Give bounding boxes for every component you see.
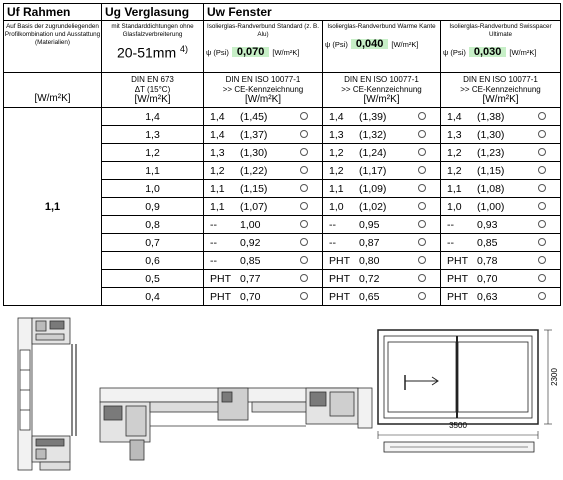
uw-value-cell (441, 234, 561, 252)
circle-marker-icon (300, 130, 308, 138)
uw-rounded: -- (329, 218, 336, 231)
circle-marker-icon (418, 184, 426, 192)
uw-value-cell (441, 270, 561, 288)
uw-exact: 0,95 (359, 218, 380, 231)
uw-exact: (1,38) (477, 110, 505, 123)
uw-value-cell (441, 288, 561, 306)
uw-exact: 0,85 (477, 236, 498, 249)
ug-value: 0,7 (102, 234, 204, 252)
header-uf: Uf Rahmen (4, 4, 102, 21)
ug-value: 1,4 (102, 108, 204, 126)
circle-marker-icon (538, 238, 546, 246)
ug-value: 0,8 (102, 216, 204, 234)
uw-rounded: -- (329, 236, 336, 249)
height-dimension: 2300 (550, 368, 559, 386)
circle-marker-icon (418, 148, 426, 156)
psi-value-swisspacer: 0,030 (469, 47, 507, 57)
uw-value-cell (441, 216, 561, 234)
uw-exact: 0,70 (477, 272, 498, 285)
uw-exact: (1,08) (477, 182, 505, 195)
uw-value-cell (323, 144, 441, 162)
uw-rounded: 1,1 (329, 182, 344, 195)
circle-marker-icon (300, 220, 308, 228)
uw-exact: 1,00 (240, 218, 261, 231)
ug-footnote: 4) (180, 44, 189, 54)
uw-exact: 0,77 (240, 272, 261, 285)
uw-value-cell (323, 288, 441, 306)
uw-value-cell (323, 216, 441, 234)
uw-rounded: 1,1 (447, 182, 462, 195)
ug-value: 1,2 (102, 144, 204, 162)
spacer-standard-cell (204, 21, 323, 73)
uw-exact: 0,92 (240, 236, 261, 249)
uw-rounded: 1,2 (447, 146, 462, 159)
ug-value: 0,4 (102, 288, 204, 306)
uw-rounded: PHT (447, 272, 468, 285)
circle-marker-icon (418, 238, 426, 246)
uw-exact: (1,22) (240, 164, 268, 177)
uw-value-cell (441, 126, 561, 144)
spacer-swisspacer-psi: ψ (Psi) 0,030 [W/m²K] (443, 46, 537, 58)
psi-value-standard: 0,070 (232, 47, 270, 57)
uw-rounded: 1,4 (210, 110, 225, 123)
window-drawings (0, 310, 563, 480)
circle-marker-icon (418, 166, 426, 174)
uw-norm-standard: DIN EN ISO 10077-1 >> CE-Kennzeichnung [W/m²K] (204, 73, 323, 108)
header-ug: Ug Verglasung (102, 4, 204, 21)
uw-exact: 0,78 (477, 254, 498, 267)
uw-value-cell (204, 108, 323, 126)
uf-unit: [W/m²K] (4, 73, 102, 108)
uw-value-cell (441, 180, 561, 198)
circle-marker-icon (418, 112, 426, 120)
uw-value-cell (323, 270, 441, 288)
uw-rounded: PHT (210, 272, 231, 285)
uw-value-cell (323, 162, 441, 180)
circle-marker-icon (300, 166, 308, 174)
psi-value-warm-edge: 0,040 (351, 39, 389, 49)
circle-marker-icon (300, 202, 308, 210)
uw-rounded: 1,2 (210, 164, 225, 177)
uw-value-cell (323, 234, 441, 252)
uw-rounded: PHT (329, 254, 350, 267)
spacer-warm-edge-psi: ψ (Psi) 0,040 [W/m²K] (325, 38, 419, 50)
uw-exact: (1,15) (240, 182, 268, 195)
ug-norm: DIN EN 673 ΔT (15°C) [W/m²K] (102, 73, 204, 108)
uw-exact: (1,15) (477, 164, 505, 177)
uw-value-cell (323, 108, 441, 126)
uw-exact: (1,30) (477, 128, 505, 141)
uw-rounded: 1,3 (329, 128, 344, 141)
ug-value: 0,5 (102, 270, 204, 288)
uw-value-cell (441, 252, 561, 270)
spacer-warm-edge-name: Isolierglas-Randverbund Warme Kante (327, 23, 436, 30)
circle-marker-icon (418, 292, 426, 300)
circle-marker-icon (418, 274, 426, 282)
circle-marker-icon (538, 292, 546, 300)
circle-marker-icon (300, 148, 308, 156)
uw-value-cell (204, 216, 323, 234)
uw-rounded: 1,4 (447, 110, 462, 123)
uw-values-table (3, 3, 561, 306)
circle-marker-icon (300, 292, 308, 300)
uw-rounded: 1,0 (329, 200, 344, 213)
horizontal-section-drawing (100, 388, 372, 460)
ug-value: 0,6 (102, 252, 204, 270)
uw-value-cell (204, 270, 323, 288)
uw-exact: (1,24) (359, 146, 387, 159)
uw-value-cell (204, 126, 323, 144)
uw-rounded: -- (210, 218, 217, 231)
ug-description: mit Standarddichtungen ohne Glasfalzverbreiterung (111, 23, 194, 38)
uw-rounded: 1,2 (447, 164, 462, 177)
ug-value: 1,1 (102, 162, 204, 180)
spacer-warm-edge-cell (323, 21, 441, 73)
circle-marker-icon (538, 202, 546, 210)
uw-exact: (1,17) (359, 164, 387, 177)
uw-value-cell (323, 180, 441, 198)
uw-exact: (1,00) (477, 200, 505, 213)
uw-exact: 0,93 (477, 218, 498, 231)
uw-value-cell (441, 144, 561, 162)
circle-marker-icon (538, 130, 546, 138)
uw-exact: (1,39) (359, 110, 387, 123)
circle-marker-icon (418, 130, 426, 138)
uw-exact: (1,02) (359, 200, 387, 213)
uw-exact: (1,37) (240, 128, 268, 141)
uw-value-cell (204, 234, 323, 252)
ug-description-cell (102, 21, 204, 73)
uw-rows (4, 108, 561, 306)
uw-exact: (1,07) (240, 200, 268, 213)
circle-marker-icon (300, 238, 308, 246)
uw-value-cell (204, 144, 323, 162)
header-uw: Uw Fenster (204, 4, 561, 21)
spacer-standard-psi: ψ (Psi) 0,070 [W/m²K] (206, 46, 300, 58)
uw-norm-warm-edge: DIN EN ISO 10077-1 >> CE-Kennzeichnung [W/m²K] (323, 73, 441, 108)
window-elevation-drawing (378, 330, 552, 452)
spacer-swisspacer-name: Isolierglas-Randverbund Swisspacer Ultimate (449, 23, 552, 38)
circle-marker-icon (418, 220, 426, 228)
vertical-section-drawing (18, 318, 76, 470)
circle-marker-icon (538, 166, 546, 174)
uw-rounded: PHT (210, 290, 231, 303)
uw-value-cell (441, 198, 561, 216)
circle-marker-icon (300, 256, 308, 264)
table-row (4, 108, 561, 126)
uw-value-cell (204, 288, 323, 306)
circle-marker-icon (538, 148, 546, 156)
uw-rounded: 1,4 (329, 110, 344, 123)
uw-exact: (1,45) (240, 110, 268, 123)
uw-norm-swisspacer: DIN EN ISO 10077-1 >> CE-Kennzeichnung [W/m²K] (441, 73, 561, 108)
uw-rounded: -- (447, 218, 454, 231)
ug-thickness: 20-51mm $^{4)}$ (116, 44, 189, 61)
uw-exact: 0,65 (359, 290, 380, 303)
uw-exact: 0,87 (359, 236, 380, 249)
uw-value-cell (441, 162, 561, 180)
uw-value-cell (441, 108, 561, 126)
ug-value: 1,0 (102, 180, 204, 198)
uw-exact: (1,23) (477, 146, 505, 159)
uw-value-cell (204, 180, 323, 198)
uw-exact: 0,72 (359, 272, 380, 285)
circle-marker-icon (538, 112, 546, 120)
uw-exact: 0,80 (359, 254, 380, 267)
circle-marker-icon (538, 274, 546, 282)
uw-value-cell (204, 198, 323, 216)
ug-value: 0,9 (102, 198, 204, 216)
uw-rounded: PHT (329, 290, 350, 303)
uw-rounded: PHT (447, 290, 468, 303)
uw-rounded: -- (210, 254, 217, 267)
uw-rounded: 1,1 (210, 200, 225, 213)
uw-exact: 0,70 (240, 290, 261, 303)
uw-rounded: -- (210, 236, 217, 249)
uw-rounded: 1,3 (447, 128, 462, 141)
circle-marker-icon (300, 112, 308, 120)
uw-exact: (1,09) (359, 182, 387, 195)
uf-value: 1,1 (4, 108, 102, 306)
circle-marker-icon (538, 220, 546, 228)
uw-value-cell (323, 198, 441, 216)
circle-marker-icon (300, 184, 308, 192)
uw-rounded: 1,3 (210, 146, 225, 159)
uw-value-cell (204, 252, 323, 270)
circle-marker-icon (538, 184, 546, 192)
uw-exact: 0,85 (240, 254, 261, 267)
uw-exact: (1,32) (359, 128, 387, 141)
width-dimension: 3500 (449, 421, 467, 430)
uw-exact: (1,30) (240, 146, 268, 159)
uw-rounded: -- (447, 236, 454, 249)
uw-exact: 0,63 (477, 290, 498, 303)
uw-rounded: 1,0 (447, 200, 462, 213)
uw-rounded: 1,4 (210, 128, 225, 141)
uw-rounded: 1,2 (329, 164, 344, 177)
spacer-standard-name: Isolierglas-Randverbund Standard (z. B. Alu) (206, 23, 319, 38)
uw-value-cell (323, 252, 441, 270)
uw-rounded: PHT (329, 272, 350, 285)
uw-rounded: 1,2 (329, 146, 344, 159)
circle-marker-icon (300, 274, 308, 282)
spacer-swisspacer-cell (441, 21, 561, 73)
uw-value-cell (204, 162, 323, 180)
circle-marker-icon (418, 256, 426, 264)
circle-marker-icon (418, 202, 426, 210)
uw-rounded: 1,1 (210, 182, 225, 195)
uw-rounded: PHT (447, 254, 468, 267)
circle-marker-icon (538, 256, 546, 264)
uf-description: Auf Basis der zugrundeliegenden Profilkombination und Ausstattung (Materialien) (4, 21, 102, 73)
ug-value: 1,3 (102, 126, 204, 144)
uw-value-cell (323, 126, 441, 144)
